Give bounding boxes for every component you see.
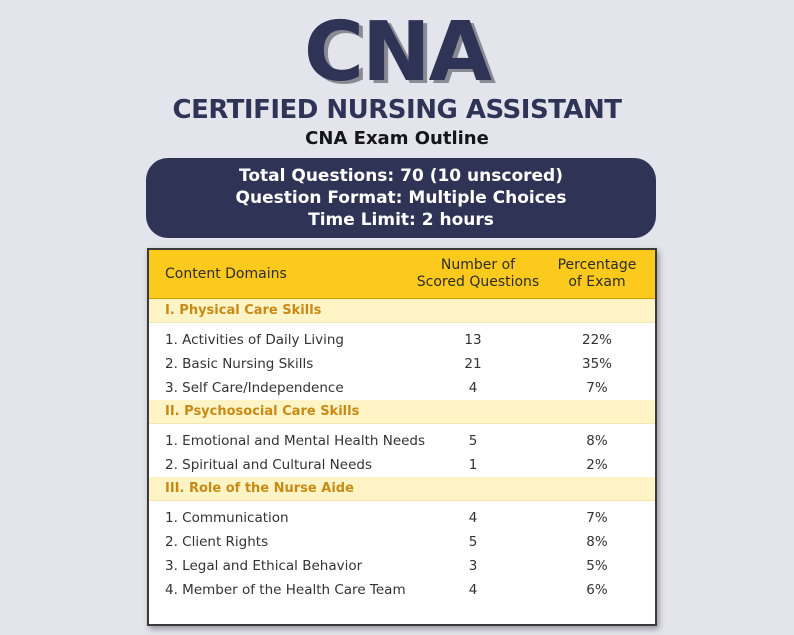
count-cell: 5 (468, 534, 478, 550)
domain-cell: 3. Legal and Ethical Behavior (165, 558, 363, 574)
exam-info-box (146, 158, 656, 238)
col-header-domains: Content Domains (165, 265, 287, 282)
percent-cell: 2% (586, 457, 608, 473)
table-row (149, 578, 655, 602)
col-header-percent-line1: Percentage (557, 257, 637, 273)
section-header (149, 400, 655, 424)
section-title: II. Psychosocial Care Skills (165, 404, 360, 419)
question-format: Question Format: Multiple Choices (235, 188, 567, 208)
section-title: I. Physical Care Skills (165, 303, 322, 318)
domain-cell: 2. Basic Nursing Skills (165, 356, 314, 372)
time-limit: Time Limit: 2 hours (308, 210, 494, 230)
percent-cell: 8% (586, 433, 608, 449)
table-row (149, 352, 655, 376)
count-cell: 4 (468, 510, 478, 526)
count-cell: 3 (468, 558, 478, 574)
percent-cell: 22% (581, 332, 612, 348)
section-header (149, 477, 655, 501)
col-header-count (405, 250, 551, 298)
table-row (149, 554, 655, 578)
count-cell: 1 (468, 457, 478, 473)
total-questions: Total Questions: 70 (10 unscored) (239, 166, 563, 186)
table-row (149, 376, 655, 400)
table-header (149, 250, 655, 299)
table-row (149, 328, 655, 352)
count-cell: 4 (468, 380, 478, 396)
domain-cell: 1. Communication (165, 510, 289, 526)
domain-cell: 1. Activities of Daily Living (165, 332, 344, 348)
table-row (149, 530, 655, 554)
page-subtitle: CERTIFIED NURSING ASSISTANT (172, 95, 622, 125)
col-header-count-line2: Scored Questions (416, 274, 540, 290)
section-title: III. Role of the Nurse Aide (165, 481, 354, 496)
table-row (149, 453, 655, 477)
cna-logo: CNA (303, 5, 491, 100)
domain-cell: 2. Client Rights (165, 534, 269, 550)
outline-title: CNA Exam Outline (305, 128, 489, 149)
percent-cell: 6% (586, 582, 608, 598)
percent-cell: 7% (586, 380, 608, 396)
col-header-count-line1: Number of (440, 257, 516, 273)
section-header (149, 299, 655, 323)
domain-cell: 2. Spiritual and Cultural Needs (165, 457, 372, 473)
table-body (149, 299, 655, 602)
domain-cell: 4. Member of the Health Care Team (165, 582, 406, 598)
domain-cell: 3. Self Care/Independence (165, 380, 344, 396)
count-cell: 4 (468, 582, 478, 598)
count-cell: 21 (464, 356, 482, 372)
percent-cell: 35% (581, 356, 612, 372)
percent-cell: 5% (586, 558, 608, 574)
table-row (149, 429, 655, 453)
percent-cell: 7% (586, 510, 608, 526)
col-header-percent (547, 250, 647, 298)
exam-outline-table (147, 248, 657, 626)
table-row (149, 506, 655, 530)
count-cell: 13 (464, 332, 482, 348)
domain-cell: 1. Emotional and Mental Health Needs (165, 433, 426, 449)
col-header-percent-line2: of Exam (568, 274, 626, 290)
percent-cell: 8% (586, 534, 608, 550)
count-cell: 5 (468, 433, 478, 449)
